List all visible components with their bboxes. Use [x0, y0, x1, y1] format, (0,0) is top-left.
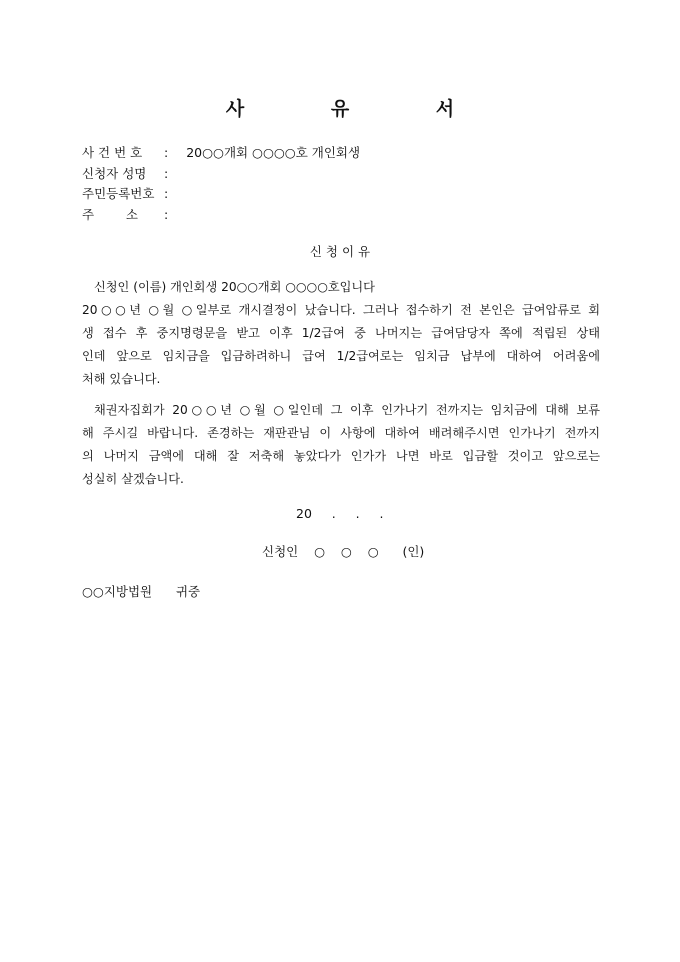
- paragraph-line: 성실히 살겠습니다.: [82, 472, 184, 486]
- applicant-signature: 신청인 ○ ○ ○ (인): [262, 544, 425, 559]
- paragraph-line: 의 나머지 금액에 대해 잘 저축해 놓았다가 인가가 나면 바로 입금할 것이고 앞으로는: [82, 449, 600, 463]
- field-applicant-name: [82, 164, 360, 185]
- field-resident-number: [82, 184, 360, 205]
- field-value: 20○○개회 ○○○○호 개인회생: [186, 145, 361, 160]
- field-label: 신청자 성명: [82, 165, 147, 181]
- paragraph-line: 처해 있습니다.: [82, 372, 161, 386]
- paragraph-line: 인데 앞으로 임치금을 입금하려하니 급여 1/2급여로는 임치금 납부에 대하여 어려움에: [82, 349, 600, 363]
- paragraph-line: 생 접수 후 중지명령문을 받고 이후 1/2급여 중 나머지는 급여담당자 쪽에 적립된 상태: [82, 326, 600, 340]
- section-heading: 신 청 이 유: [309, 244, 371, 259]
- document-date: 20 . . .: [296, 506, 384, 521]
- paragraph-line: 20○○년 ○월 ○일부로 개시결정이 났습니다. 그러나 접수하기 전 본인은 급여압류로 회: [82, 303, 600, 317]
- applicant-info: [82, 143, 360, 225]
- field-address: [82, 205, 360, 226]
- field-case-number: [82, 143, 360, 164]
- paragraph-line: 신청인 (이름) 개인회생 20○○개회 ○○○○호입니다: [94, 280, 375, 294]
- field-colon: :: [164, 145, 169, 160]
- paragraph-line: 해 주시길 바랍니다. 존경하는 재판관님 이 사항에 대하여 배려해주시면 인가나기 전까지: [82, 426, 600, 440]
- reason-paragraph-1: [82, 276, 600, 391]
- paragraph-line: 채권자집회가 20○○년 ○월 ○일인데 그 이후 인가나기 전까지는 임치금에 대해 보류: [94, 403, 600, 417]
- court-addressee: ○○지방법원 귀중: [82, 584, 201, 599]
- reason-paragraph-2: [82, 399, 600, 491]
- field-label: 사 건 번 호: [82, 145, 143, 160]
- document-title: 사 유 서: [225, 98, 495, 120]
- field-label: 주 소: [82, 206, 138, 222]
- field-colon: :: [164, 165, 169, 181]
- field-colon: :: [164, 186, 169, 201]
- field-colon: :: [164, 206, 169, 222]
- field-label: 주민등록번호: [82, 186, 155, 201]
